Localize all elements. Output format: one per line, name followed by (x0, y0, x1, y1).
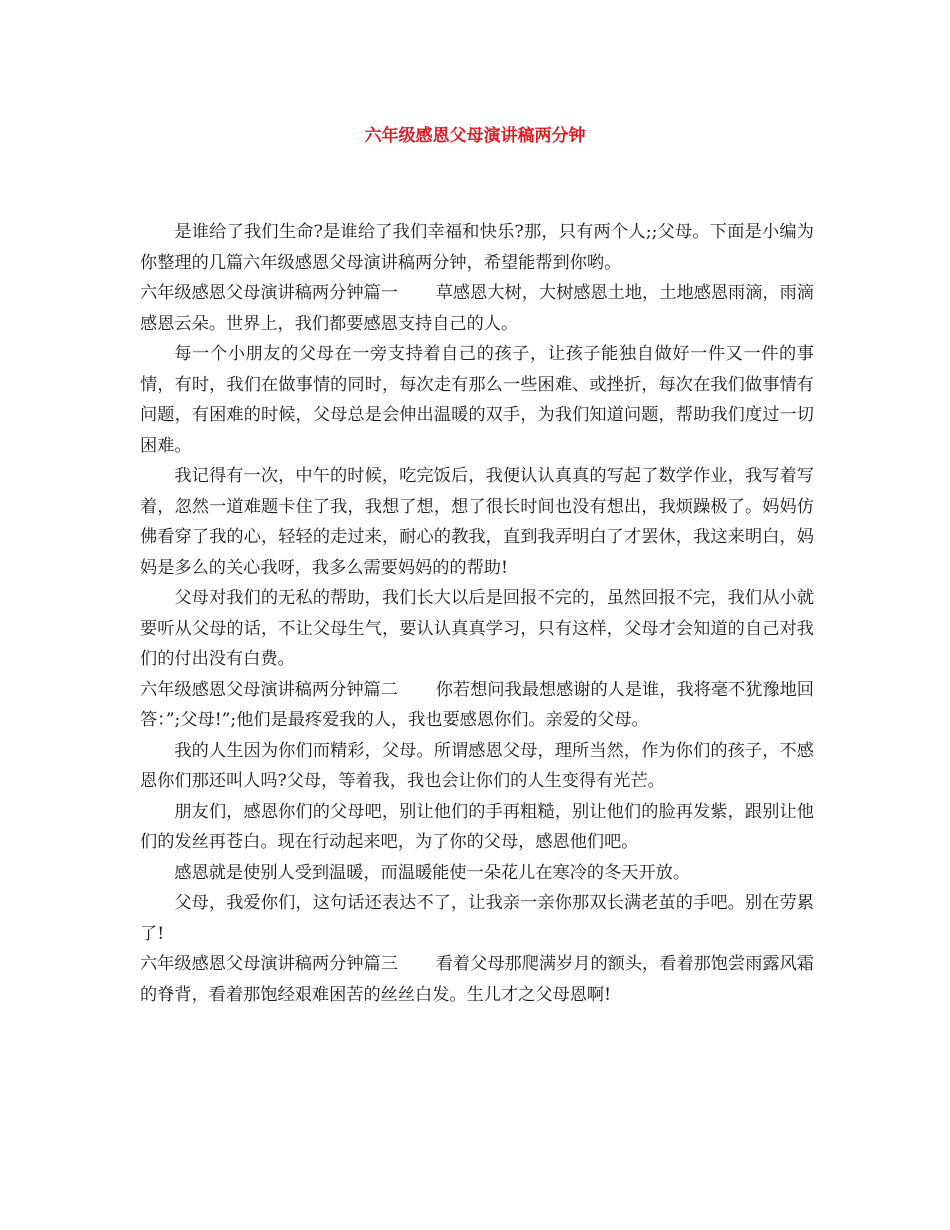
section-1-paragraph (140, 278, 814, 339)
document-title: 六年级感恩父母演讲稿两分钟 (364, 126, 586, 146)
paragraph-intro (140, 217, 814, 278)
paragraph (140, 858, 814, 889)
paragraph-text: 我记得有一次，中午的时候，吃完饭后，我便认认真真的写起了数学作业，我写着写着，忽然一道难题卡住了我，我想了想，想了很长时间也没有想出，我烦躁极了。妈妈仿佛看穿了我的心，轻轻的走过来，耐心的教我，直到我弄明白了才罢休，我这来明白，妈妈是多么的关心我呀，我多么需要妈妈的的帮助! (140, 466, 814, 578)
paragraph-text: 父母，我爱你们，这句话还表达不了，让我亲一亲你那双长满老茧的手吧。别在劳累了! (140, 893, 814, 944)
section-3-paragraph (140, 949, 814, 1010)
paragraph-text: 我的人生因为你们而精彩，父母。所谓感恩父母，理所当然，作为你们的孩子，不感恩你们那还叫人吗?父母，等着我，我也会让你们的人生变得有光芒。 (140, 740, 814, 791)
document-body (140, 217, 814, 1010)
paragraph-text: 父母对我们的无私的帮助，我们长大以后是回报不完的，虽然回报不完，我们从小就要听从父母的话，不让父母生气，要认认真真学习，只有这样，父母才会知道的自己对我们的付出没有白费。 (140, 588, 814, 669)
paragraph-text: 是谁给了我们生命?是谁给了我们幸福和快乐?那，只有两个人;;父母。下面是小编为你整理的几篇六年级感恩父母演讲稿两分钟，希望能帮到你哟。 (140, 222, 814, 273)
paragraph (140, 797, 814, 858)
paragraph (140, 888, 814, 949)
paragraph (140, 461, 814, 583)
section-heading: 六年级感恩父母演讲稿两分钟篇一 (140, 283, 398, 303)
section-heading: 六年级感恩父母演讲稿两分钟篇二 (140, 679, 398, 700)
paragraph-text: 感恩就是使别人受到温暖，而温暖能使一朵花儿在寒冷的冬天开放。 (174, 862, 691, 883)
paragraph (140, 339, 814, 461)
section-2-paragraph (140, 675, 814, 736)
section-heading: 六年级感恩父母演讲稿两分钟篇三 (140, 954, 398, 974)
paragraph-text: 草感恩大树，大树感恩土地，土地感恩雨滴，雨滴感恩云朵。世界上，我们都要感恩支持自己的人。 (140, 283, 814, 334)
paragraph-text: 看着父母那爬满岁月的额头，看着那饱尝雨露风霜的脊背，看着那饱经艰难困苦的丝丝白发。生儿才之父母恩啊! (140, 954, 814, 1005)
paragraph (140, 736, 814, 797)
paragraph (140, 583, 814, 675)
paragraph-text: 每一个小朋友的父母在一旁支持着自己的孩子，让孩子能独自做好一件又一件的事情，有时，我们在做事情的同时，每次走有那么一些困难、或挫折，每次在我们做事情有问题，有困难的时候，父母总是会伸出温暖的双手，为我们知道问题，帮助我们度过一切困难。 (140, 344, 814, 456)
paragraph-text: 朋友们，感恩你们的父母吧，别让他们的手再粗糙，别让他们的脸再发紫，跟别让他们的发丝再苍白。现在行动起来吧，为了你的父母，感恩他们吧。 (140, 801, 814, 852)
paragraph-text: 你若想问我最想感谢的人是谁，我将毫不犹豫地回答：”;父母!”;他们是最疼爱我的人，我也要感恩你们。亲爱的父母。 (140, 679, 814, 730)
